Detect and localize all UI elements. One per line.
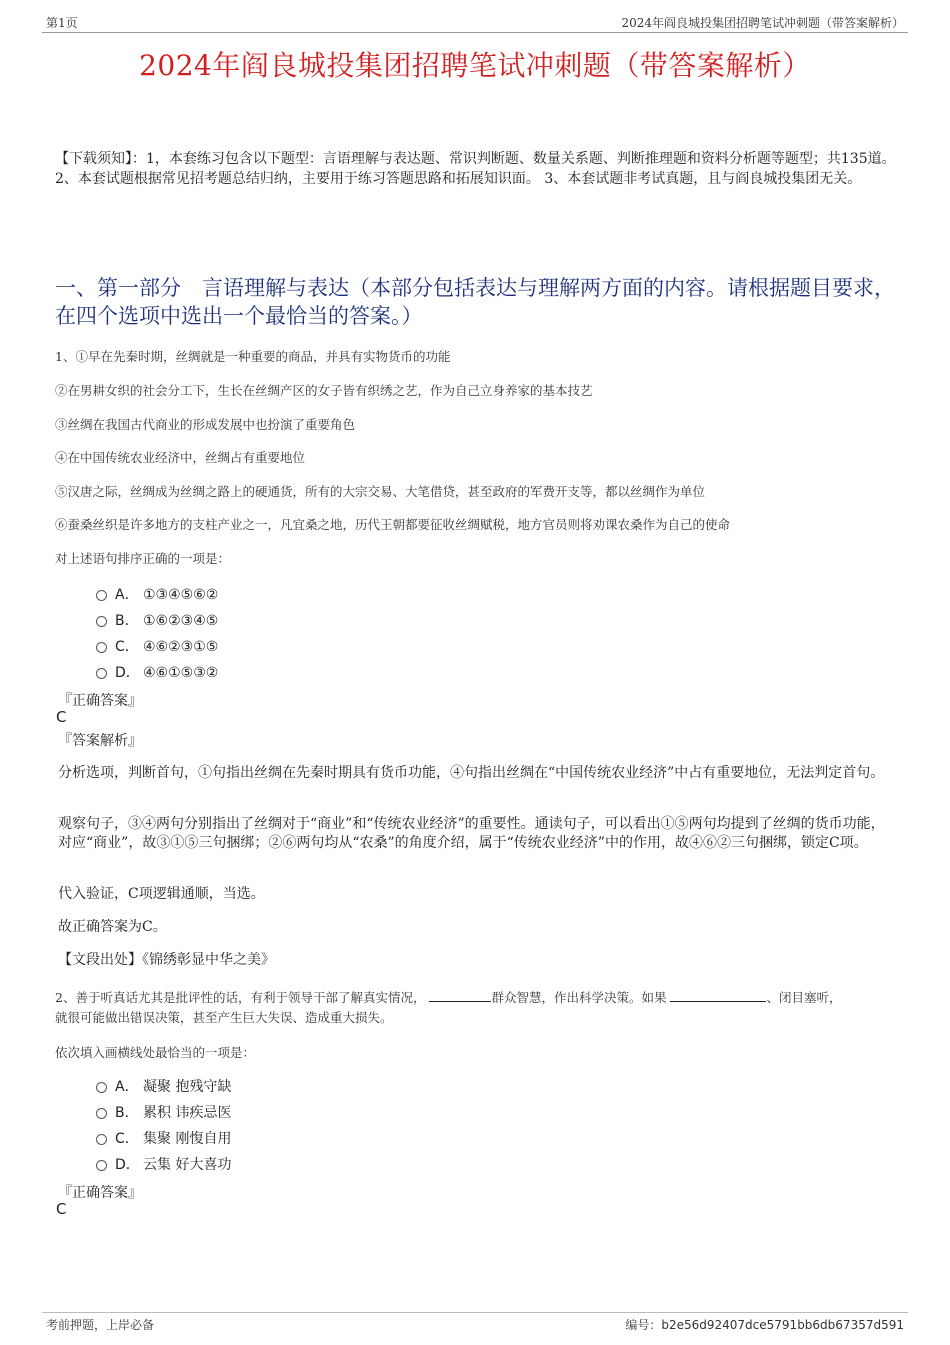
footer-code: 编号：b2e56d92407dce5791bb6db67357d591: [625, 1318, 904, 1332]
footer-slogan: 考前押题，上岸必备: [46, 1318, 155, 1332]
q2-option-b[interactable]: B． 累积 讳疾忌医: [96, 1102, 231, 1124]
radio-icon[interactable]: [96, 642, 107, 653]
radio-icon[interactable]: [96, 1134, 107, 1145]
q1-analysis-para-2: 观察句子，③④两句分别指出了丝绸对于“商业”和“传统农业经济”的重要性。通读句子，可以看出①⑤两句均提到了丝绸的货币功能，对应“商业”，故③①⑤三句捆绑；②⑥两句均从“农桑”的角度介绍，属于“传统农业经济”中的作用，故④⑥②三句捆绑，锁定C项。: [58, 816, 885, 851]
radio-icon[interactable]: [96, 1160, 107, 1171]
q2-stem: 2、善于听真话尤其是批评性的话，有利于领导干部了解真实情况， 群众智慧，作出科学决策。如果 、闭目塞听， 就很可能做出错误决策，甚至产生巨大失误、造成重大损失。: [55, 990, 842, 1025]
q1-option-b[interactable]: B． ①⑥②③④⑤: [96, 610, 218, 632]
page-number: 第1页: [46, 16, 78, 30]
q1-option-c[interactable]: C． ④⑥②③①⑤: [96, 636, 218, 658]
q2-option-c[interactable]: C． 集聚 刚愎自用: [96, 1128, 231, 1150]
q1-option-d[interactable]: D． ④⑥①⑤③②: [96, 662, 218, 684]
q1-answer: C: [56, 708, 67, 726]
q2-prompt: 依次填入画横线处最恰当的一项是：: [55, 1045, 256, 1060]
q1-sentence-1: 1、①早在先秦时期，丝绸就是一种重要的商品，并具有实物货币的功能: [55, 349, 451, 364]
q1-sentence-6: ⑥蚕桑丝织是许多地方的支柱产业之一，凡宜桑之地，历代王朝都要征收丝绸赋税，地方官员则将劝课农桑作为自己的使命: [55, 517, 731, 532]
radio-icon[interactable]: [96, 616, 107, 627]
q1-answer-label: 『正确答案』: [58, 693, 142, 709]
section-heading: 一、第一部分 言语理解与表达（本部分包括表达与理解两方面的内容。请根据题目要求，在四个选项中选出一个最恰当的答案。）: [55, 276, 895, 328]
radio-icon[interactable]: [96, 1108, 107, 1119]
q2-option-a[interactable]: A． 凝聚 抱残守缺: [96, 1076, 231, 1098]
page-title: 2024年阎良城投集团招聘笔试冲刺题（带答案解析）: [139, 49, 811, 82]
q1-analysis-para-3: 代入验证，C项逻辑通顺，当选。: [58, 886, 265, 902]
footer-divider: [42, 1312, 908, 1313]
q1-sentence-3: ③丝绸在我国古代商业的形成发展中也扮演了重要角色: [55, 417, 356, 432]
q2-blank-1: [429, 989, 491, 1002]
radio-icon[interactable]: [96, 1082, 107, 1093]
q1-sentence-4: ④在中国传统农业经济中，丝绸占有重要地位: [55, 450, 306, 465]
header-doc-title: 2024年阎良城投集团招聘笔试冲刺题（带答案解析）: [621, 16, 904, 30]
q1-sentence-2: ②在男耕女织的社会分工下，生长在丝绸产区的女子皆有织绣之艺，作为自己立身养家的基本技艺: [55, 383, 593, 398]
radio-icon[interactable]: [96, 590, 107, 601]
radio-icon[interactable]: [96, 668, 107, 679]
q2-option-d[interactable]: D． 云集 好大喜功: [96, 1154, 231, 1176]
q1-source: 【文段出处】《锦绣彰显中华之美》: [58, 952, 275, 968]
q1-analysis-para-1: 分析选项，判断首句，①句指出丝绸在先秦时期具有货币功能，④句指出丝绸在“中国传统农业经济”中占有重要地位，无法判定首句。: [58, 765, 885, 781]
q1-sentence-5: ⑤汉唐之际，丝绸成为丝绸之路上的硬通货，所有的大宗交易、大笔借贷，甚至政府的军费开支等，都以丝绸作为单位: [55, 484, 706, 499]
header-divider: [42, 32, 908, 33]
q2-answer: C: [56, 1200, 67, 1218]
q1-option-a[interactable]: A． ①③④⑤⑥②: [96, 584, 218, 606]
q2-answer-label: 『正确答案』: [58, 1185, 142, 1201]
q1-analysis-label: 『答案解析』: [58, 733, 142, 749]
q2-blank-2: [670, 989, 766, 1002]
q1-prompt: 对上述语句排序正确的一项是：: [55, 551, 231, 566]
download-notice: 【下载须知】：1，本套练习包含以下题型：言语理解与表达题、常识判断题、数量关系题、判断推理题和资料分析题等题型；共135道。 2、本套试题根据常见招考题总结归纳，主要用于练习答题思路和拓展知识面。 3、本套试题非考试真题，且与阎良城投集团无关。: [55, 151, 896, 187]
q1-analysis-para-4: 故正确答案为C。: [58, 919, 167, 935]
